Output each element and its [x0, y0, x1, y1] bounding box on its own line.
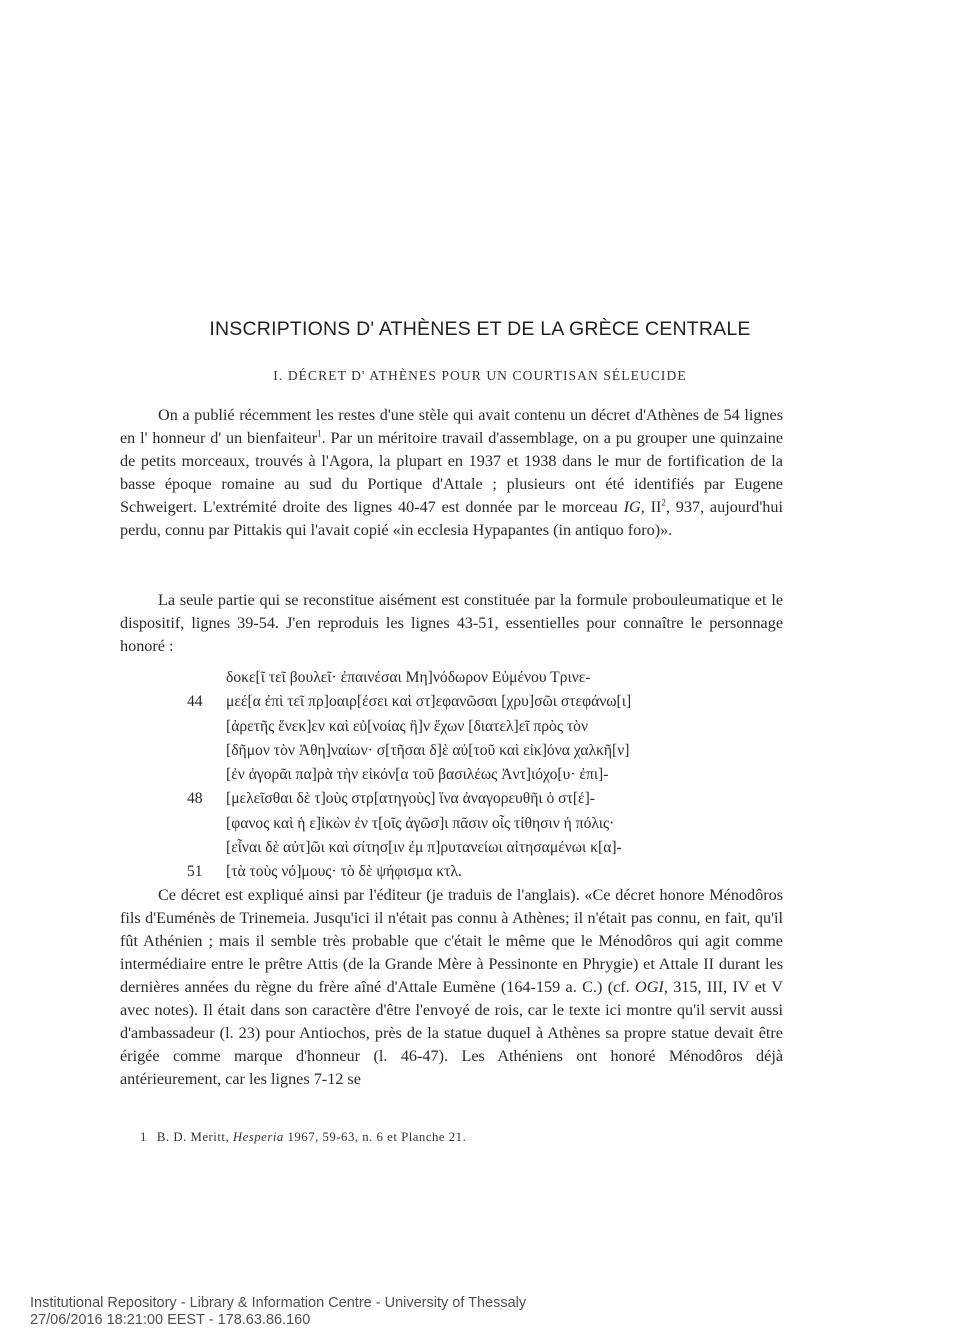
inscription-line	[120, 787, 783, 811]
ig-abbreviation: IG	[623, 498, 641, 516]
paragraph-3-text-b: , 315, III, IV et V avec notes). Il était dans son caractère d'être l'envoyé de rois, car le texte ici montre qu'il servit aussi d'ambassadeur (l. 23) pour Antiochos, près de la statue duquel à Athènes sa propre statue devait être érigée comme marque d'honneur (l. 46-47). Les Athéniens ont honoré Ménodôros déjà antérieurement, car les lignes 7-12 se	[120, 978, 783, 1088]
paragraph-1-text-c: , II	[640, 498, 662, 516]
section-subtitle: I. DÉCRET D' ATHÈNES POUR UN COURTISAN SÉLEUCIDE	[273, 368, 687, 383]
inscription-text: [μελεῖσθαι δὲ τ]οὺς στρ[ατηγοὺς] ἵνα ἀναγορευθῆι ὁ στ[έ]-	[226, 790, 595, 808]
paragraph-1-text-d: , 937, aujourd'hui perdu, connu par Pittakis qui l'avait copié «in ecclesia Hypapantes (in antiquo foro)».	[120, 498, 783, 539]
inscription-text: μεέ[α ἐπὶ τεῖ πρ]οαιρ[έσει καὶ στ]εφανῶσαι [χρυ]σῶι στεφάνω[ι]	[226, 693, 632, 711]
footnote	[120, 1130, 783, 1145]
paragraph-3	[120, 884, 783, 1091]
repository-watermark	[30, 1295, 526, 1329]
inscription-line	[120, 715, 783, 739]
inscription-text: δοκε[ῖ τεῖ βουλεῖ· ἐπαινέσαι Μη]νόδωρον Εὐμένου Τρινε-	[226, 669, 591, 686]
footnote-number: 1	[140, 1130, 147, 1144]
line-number: 48	[187, 790, 203, 808]
inscription-line	[120, 666, 783, 690]
paragraph-2-text: La seule partie qui se reconstitue aisément est constituée par la formule probouleumatique et le dispositif, lignes 39-54. J'en reproduis les lignes 43-51, essentielles pour connaître le personnage honoré :	[120, 591, 783, 655]
repository-timestamp: 27/06/2016 18:21:00 EEST - 178.63.86.160	[30, 1312, 311, 1328]
footnote-reference: 1	[317, 428, 322, 439]
paragraph-1-text-a: On a publié récemment les restes d'une stèle qui avait contenu un décret d'Athènes de 54 lignes en l' honneur d' un bienfaiteur	[120, 406, 783, 447]
inscription-line	[120, 812, 783, 836]
journal-title: Hesperia	[232, 1130, 284, 1144]
inscription-text: [εἶναι δὲ αὐτ]ῶι καὶ σίτησ[ιν ἐμ π]ρυτανείωι αἰτησαμένωι κ[α]-	[226, 839, 622, 857]
paragraph-2	[120, 589, 783, 658]
inscription-line	[120, 739, 783, 763]
inscription-line	[120, 690, 783, 714]
edition-superscript: 2	[661, 497, 666, 508]
repository-name: Institutional Repository - Library & Information Centre - University of Thessaly	[30, 1295, 527, 1311]
greek-inscription	[120, 666, 783, 885]
paragraph-1	[120, 404, 783, 542]
inscription-text: [φανος καὶ ἡ ε]ἰκὼν ἐν τ[οῖς ἀγῶσ]ι πᾶσιν οἷς τίθησιν ἡ πόλις·	[226, 814, 615, 832]
inscription-text: [ἀρετῆς ἕνεκ]εν καὶ εὐ[νοίας ἣ]ν ἔχων [διατελ]εῖ πρὸς τὸν	[226, 717, 589, 735]
inscription-text: [ἐν ἀγορᾶι πα]ρὰ τὴν εἰκόν[α τοῦ βασιλέως Ἀντ]ιόχο[υ· ἐπι]-	[226, 766, 609, 784]
paragraph-1-text-b: . Par un méritoire travail d'assemblage, on a pu grouper une quinzaine de petits morceaux, trouvés à l'Agora, la plupart en 1937 et 1938 dans le mur de fortification de la basse époque romaine au sud du Portique d'Attale ; plusieurs ont été identifiés par Eugene Schweigert. L'extrémité droite des lignes 40-47 est donnée par le morceau	[120, 429, 783, 516]
inscription-line	[120, 763, 783, 787]
inscription-line	[120, 860, 783, 884]
inscription-text: [δῆμον τὸν Ἀθη]ναίων· σ[τῆσαι δ]ὲ αὐ[τοῦ καὶ εἰκ]όνα χαλκῆ[ν]	[226, 741, 630, 759]
page-title: INSCRIPTIONS D' ATHÈNES ET DE LA GRÈCE CENTRALE	[209, 318, 751, 340]
inscription-line	[120, 836, 783, 860]
inscription-text: [τὰ τοὺς νό]μους· τὸ δὲ ψήφισμα κτλ.	[226, 863, 462, 881]
paragraph-3-text-a: Ce décret est expliqué ainsi par l'éditeur (je traduis de l'anglais). «Ce décret honore Ménodôros fils d'Euménès de Trinemeia. Jusqu'ici il n'était pas connu à Athènes; il n'était pas connu, en fait, qu'il fût Athénien ; mais il semble très probable que c'était le même que le Ménodôros qui agit comme intermédiaire entre le prêtre Attis (de la Grande Mère à Pessinonte en Phrygie) et Attale II durant les dernières années du règne du frère aîné d'Attale Eumène (164-159 a. C.) (cf.	[120, 886, 783, 996]
line-number: 44	[187, 693, 203, 711]
line-number: 51	[187, 863, 203, 881]
footnote-text-b: 1967, 59-63, n. 6 et Planche 21.	[283, 1130, 467, 1144]
ogi-abbreviation: OGI	[635, 978, 664, 996]
footnote-text-a: B. D. Meritt,	[156, 1130, 233, 1144]
